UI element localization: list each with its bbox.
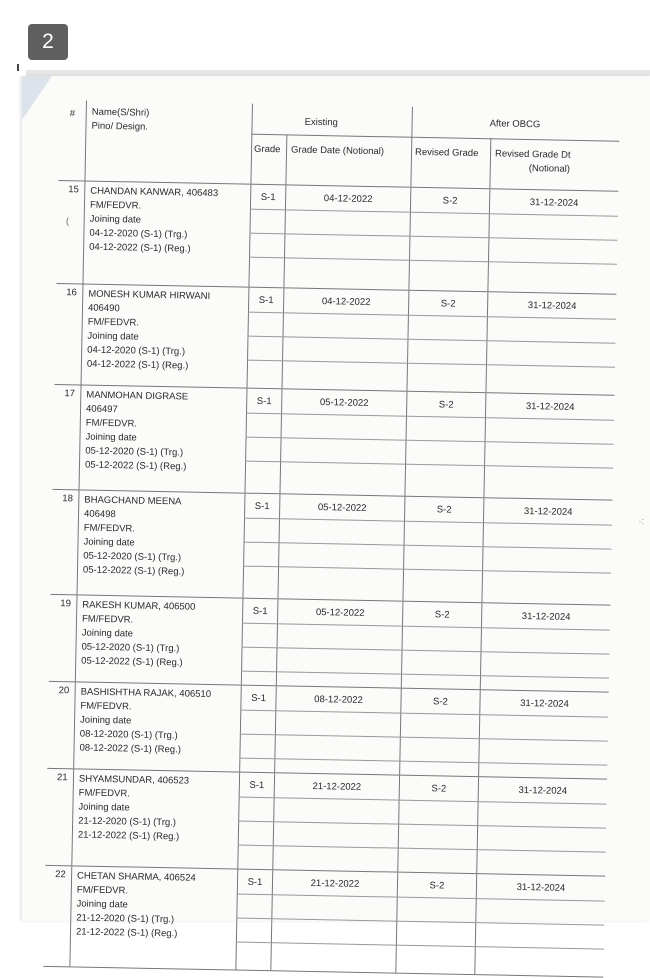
- table-row: [56, 181, 618, 295]
- grade-revision-table: [43, 100, 620, 978]
- employee-name: BHAGCHAND MEENA: [84, 494, 182, 508]
- revised-grade: S-2: [440, 298, 456, 310]
- header-revised-grade-dt-line2: (Notional): [528, 163, 571, 175]
- serial-number: 20: [58, 685, 70, 697]
- employee-details: [81, 599, 240, 672]
- employee-details: [78, 772, 237, 845]
- table-header: [58, 100, 619, 192]
- serial-number: 15: [68, 184, 79, 196]
- existing-grade-date: 04-12-2022: [323, 193, 373, 206]
- employee-detail-line: 05-12-2022 (S-1) (Reg.): [84, 459, 187, 473]
- existing-grade-date: 21-12-2022: [310, 877, 360, 890]
- employee-name: MONESH KUMAR HIRWANI: [88, 288, 211, 302]
- employee-detail-line: FM/FEDVR.: [89, 199, 142, 212]
- employee-detail-line: FM/FEDVR.: [87, 316, 140, 329]
- revised-grade: S-2: [438, 399, 454, 411]
- employee-detail-line: 05-12-2022 (S-1) (Reg.): [81, 655, 183, 669]
- employee-detail-line: FM/FEDVR.: [85, 417, 138, 430]
- employee-detail-line: 406490: [87, 302, 120, 315]
- header-revised-grade-dt-line1: Revised Grade Dt: [494, 148, 571, 161]
- employee-detail-line: Joining date: [89, 213, 142, 226]
- employee-detail-line: 21-12-2020 (S-1) (Trg.): [76, 912, 175, 926]
- page-fold-corner: [22, 76, 52, 120]
- revised-grade-date: 31-12-2024: [525, 401, 575, 413]
- employee-detail-line: FM/FEDVR.: [81, 613, 134, 626]
- employee-detail-line: 08-12-2020 (S-1) (Trg.): [79, 728, 178, 742]
- header-revised-grade: Revised Grade: [414, 146, 479, 160]
- employee-detail-line: 08-12-2022 (S-1) (Reg.): [79, 742, 182, 756]
- table-row: [43, 866, 605, 978]
- existing-grade-date: 04-12-2022: [321, 296, 371, 308]
- table-row: [49, 595, 611, 693]
- revised-grade: S-2: [429, 880, 445, 892]
- revised-grade: S-2: [436, 504, 452, 516]
- existing-grade: S-1: [252, 605, 268, 618]
- margin-mark: (: [66, 216, 69, 226]
- revised-grade-date: 31-12-2024: [529, 197, 579, 209]
- employee-detail-line: Joining date: [83, 536, 135, 549]
- employee-detail-line: 406497: [85, 403, 118, 416]
- employee-detail-line: 05-12-2022 (S-1) (Reg.): [82, 564, 185, 578]
- existing-grade: S-1: [251, 692, 267, 705]
- serial-number: 16: [66, 287, 77, 299]
- margin-mark-right: ·:: [638, 516, 644, 526]
- serial-number: 22: [55, 869, 66, 881]
- employee-detail-line: 04-12-2020 (S-1) (Trg.): [89, 227, 188, 241]
- serial-number: 21: [56, 772, 68, 784]
- header-existing: Existing: [304, 116, 338, 129]
- revised-grade-date: 31-12-2024: [516, 881, 566, 894]
- employee-detail-line: 21-12-2022 (S-1) (Reg.): [77, 829, 180, 843]
- revised-grade-date: 31-12-2024: [521, 610, 571, 623]
- revised-grade-date: 31-12-2024: [520, 697, 569, 710]
- table-row: [45, 769, 607, 877]
- table-row: [50, 490, 612, 606]
- revised-grade: S-2: [431, 783, 447, 795]
- employee-detail-line: 21-12-2020 (S-1) (Trg.): [78, 815, 177, 829]
- page-number-badge: 2: [28, 24, 68, 60]
- serial-number: 17: [64, 388, 76, 400]
- employee-detail-line: FM/FEDVR.: [80, 700, 132, 713]
- employee-name: MANMOHAN DIGRASE: [86, 389, 189, 403]
- existing-grade-date: 05-12-2022: [317, 502, 367, 514]
- employee-name: CHANDAN KANWAR, 406483: [90, 185, 219, 200]
- employee-detail-line: FM/FEDVR.: [83, 522, 136, 535]
- revised-grade-date: 31-12-2024: [523, 505, 573, 518]
- existing-grade-date: 08-12-2022: [314, 693, 363, 706]
- revised-grade-date: 31-12-2024: [518, 784, 568, 797]
- employee-name: RAKESH KUMAR, 406500: [82, 599, 196, 613]
- revised-grade: S-2: [434, 609, 450, 621]
- existing-grade: S-1: [256, 395, 272, 408]
- revised-grade: S-2: [442, 195, 458, 207]
- existing-grade: S-1: [258, 294, 274, 307]
- employee-details: [79, 686, 238, 759]
- edge-mark: [17, 64, 19, 71]
- employee-details: [87, 288, 247, 375]
- employee-details: [85, 389, 245, 476]
- revised-grade-date: 31-12-2024: [527, 300, 577, 312]
- employee-name: SHYAMSUNDAR, 406523: [78, 773, 190, 787]
- employee-details: [89, 185, 248, 258]
- existing-grade: S-1: [260, 191, 276, 204]
- table-row: [47, 682, 609, 780]
- existing-grade-date: 05-12-2022: [319, 397, 369, 409]
- existing-grade-date: 05-12-2022: [315, 607, 365, 619]
- employee-detail-line: 05-12-2020 (S-1) (Trg.): [83, 550, 182, 564]
- employee-name: CHETAN SHARMA, 406524: [77, 870, 196, 884]
- revised-grade: S-2: [433, 696, 449, 708]
- table-row: [53, 385, 615, 501]
- employee-detail-line: 406498: [83, 508, 116, 521]
- employee-details: [76, 869, 235, 942]
- serial-number: 19: [60, 598, 72, 610]
- employee-detail-line: 04-12-2022 (S-1) (Reg.): [89, 241, 191, 255]
- header-name-line1: Name(S/Shri): [91, 106, 150, 119]
- existing-grade: S-1: [254, 500, 270, 513]
- existing-grade: S-1: [249, 779, 265, 792]
- header-grade-date: Grade Date (Notional): [290, 144, 385, 158]
- table-row: [55, 284, 617, 396]
- employee-detail-line: Joining date: [76, 898, 128, 911]
- employee-detail-line: FM/FEDVR.: [76, 884, 129, 897]
- employee-detail-line: Joining date: [79, 714, 132, 727]
- employee-detail-line: 04-12-2020 (S-1) (Trg.): [87, 344, 186, 358]
- employee-detail-line: Joining date: [81, 627, 134, 640]
- employee-detail-line: 05-12-2020 (S-1) (Trg.): [85, 445, 184, 459]
- employee-detail-line: FM/FEDVR.: [78, 787, 130, 800]
- header-grade: Grade: [253, 143, 281, 156]
- employee-detail-line: Joining date: [78, 801, 130, 814]
- employee-detail-line: 05-12-2020 (S-1) (Trg.): [81, 641, 180, 655]
- header-name-line2: Pino/ Design.: [91, 120, 149, 133]
- employee-detail-line: 21-12-2022 (S-1) (Reg.): [75, 926, 178, 940]
- table-body: [43, 181, 618, 978]
- existing-grade: S-1: [247, 876, 263, 889]
- header-after: After OBCG: [489, 118, 541, 131]
- employee-detail-line: Joining date: [85, 431, 137, 444]
- existing-grade-date: 21-12-2022: [312, 780, 362, 793]
- employee-detail-line: 04-12-2022 (S-1) (Reg.): [86, 358, 189, 372]
- employee-detail-line: Joining date: [87, 330, 139, 343]
- serial-number: 18: [62, 493, 74, 505]
- header-sr: #: [69, 108, 76, 120]
- employee-details: [83, 494, 243, 581]
- document-page: [22, 76, 650, 940]
- employee-name: BASHISHTHA RAJAK, 406510: [80, 686, 212, 701]
